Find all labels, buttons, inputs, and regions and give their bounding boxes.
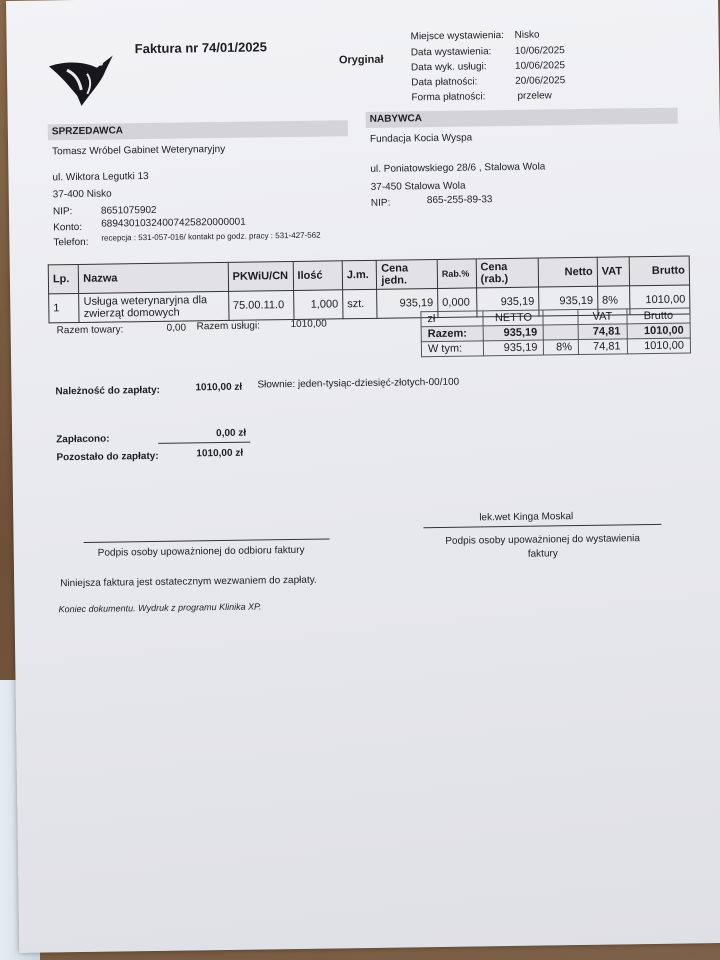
summary-cell: VAT [578,309,627,325]
col-header: Nazwa [79,262,229,293]
cell-pkwiu: 75.00.11.0 [228,290,293,320]
cell-net: 935,19 [539,286,598,316]
summary-cell: zł [421,311,484,327]
buyer-city: 37-450 Stalowa Wola [370,180,466,193]
col-header: Cena jedn. [377,259,438,289]
cell-discount: 0,000 [438,288,477,318]
invoice-paper [6,0,720,953]
summary-cell: 8% [544,340,579,355]
cell-gross: 1010,00 [630,285,690,315]
buyer-nip-label: NIP: [370,197,391,209]
seller-account-label: Konto: [53,221,83,234]
summary-cell: 1010,00 [627,338,691,354]
services-total-value: 1010,00 [290,318,327,331]
cell-vat: 8% [597,286,630,315]
buyer-nip: 865-255-89-33 [426,194,493,207]
seller-city: 37-400 Nisko [52,188,112,201]
col-header: Cena (rab.) [476,258,539,288]
col-header: Rab.% [437,259,476,289]
meta-value: przelew [517,90,552,102]
paid-label: Zapłacono: [56,433,110,446]
summary-cell: Razem: [421,326,484,342]
paid-value: 0,00 zł [216,427,247,440]
seller-heading: SPRZEDAWCA [51,125,124,138]
summary-cell: NETTO [483,310,543,326]
col-header: Ilość [293,261,343,291]
seller-account: 68943010324007425820000001 [101,216,246,230]
amount-in-words: Słownie: jeden-tysiąc-dziesięć-złotych-00/100 [257,376,460,391]
issuer-name: lek.wet Kinga Moskal [479,511,574,524]
cell-unit: szt. [342,289,377,318]
cell-name: Usługa weterynaryjna dla zwierząt domowych [79,291,229,322]
summary-cell: 1010,00 [627,323,691,339]
meta-value: Nisko [514,29,540,41]
seller-name: Tomasz Wróbel Gabinet Weterynaryjny [52,143,226,158]
summary-breakdown-row [421,338,690,357]
cell-unit-price: 935,19 [377,288,438,318]
cell-lp: 1 [49,293,80,322]
summary-cell [543,310,578,325]
invoice-title: Faktura nr 74/01/2025 [134,39,268,57]
receiver-signature-caption: Podpis osoby upoważnionej do odbioru faktury [97,544,305,559]
col-header: J.m. [342,260,377,289]
cell-qty: 1,000 [293,290,343,320]
buyer-street: ul. Poniatowskiego 28/6 , Stalowa Wola [370,161,546,175]
remaining-label: Pozostało do zapłaty: [56,450,159,464]
goods-total-label: Razem towary: [56,324,124,337]
summary-cell: Brutto [627,308,691,324]
meta-value: 10/06/2025 [514,60,566,72]
col-header: VAT [597,257,630,286]
col-header: Lp. [48,264,79,293]
final-notice: Niniejsza faktura jest ostatecznym wezwaniem do zapłaty. [60,574,317,590]
services-total-label: Razem usługi: [196,320,261,333]
due-value: 1010,00 zł [195,381,243,394]
meta-value: 20/06/2025 [515,75,566,87]
bird-logo-icon [47,45,120,110]
issuer-signature-caption: Podpis osoby upoważnionej do wystawienia faktury [445,533,640,560]
summary-cell: 74,81 [578,339,627,355]
summary-cell: W tym: [421,341,484,357]
meta-label: Data płatności: [411,76,478,89]
meta-label: Miejsce wystawienia: [410,30,505,43]
summary-cell: 935,19 [484,340,544,356]
buyer-heading: NABYWCA [369,113,423,125]
meta-label: Data wyk. usługi: [410,61,487,74]
buyer-name: Fundacja Kocia Wyspa [369,132,473,145]
vat-summary-table [420,307,691,357]
summary-cell: 935,19 [484,325,544,341]
receiver-signature-line [84,539,330,543]
issuer-signature-line [423,524,661,528]
meta-label: Data wystawienia: [410,46,492,59]
remaining-value: 1010,00 zł [196,447,244,460]
seller-nip-label: NIP: [52,206,73,218]
summary-cell: 74,81 [578,324,627,340]
meta-label: Forma płatności: [411,91,486,104]
col-header: Netto [538,257,597,287]
cell-discounted-price: 935,19 [476,287,539,317]
copy-label: Oryginał [338,53,384,67]
seller-street: ul. Wiktora Legutki 13 [52,170,149,184]
paid-underline [158,442,250,444]
seller-phone-label: Telefon: [53,236,89,249]
col-header: PKWiU/CN [228,261,293,291]
seller-phone: recepcja : 531-057-016/ kontakt po godz. pracy : 531-427-562 [101,230,321,243]
meta-value: 10/06/2025 [514,45,565,57]
col-header: Brutto [630,256,690,286]
due-label: Należność do zapłaty: [55,384,161,398]
end-of-document: Koniec dokumentu. Wydruk z programu Klinika XP. [58,601,262,615]
summary-cell [544,325,579,340]
seller-nip: 8651075902 [100,204,157,217]
goods-total-value: 0,00 [166,322,187,334]
